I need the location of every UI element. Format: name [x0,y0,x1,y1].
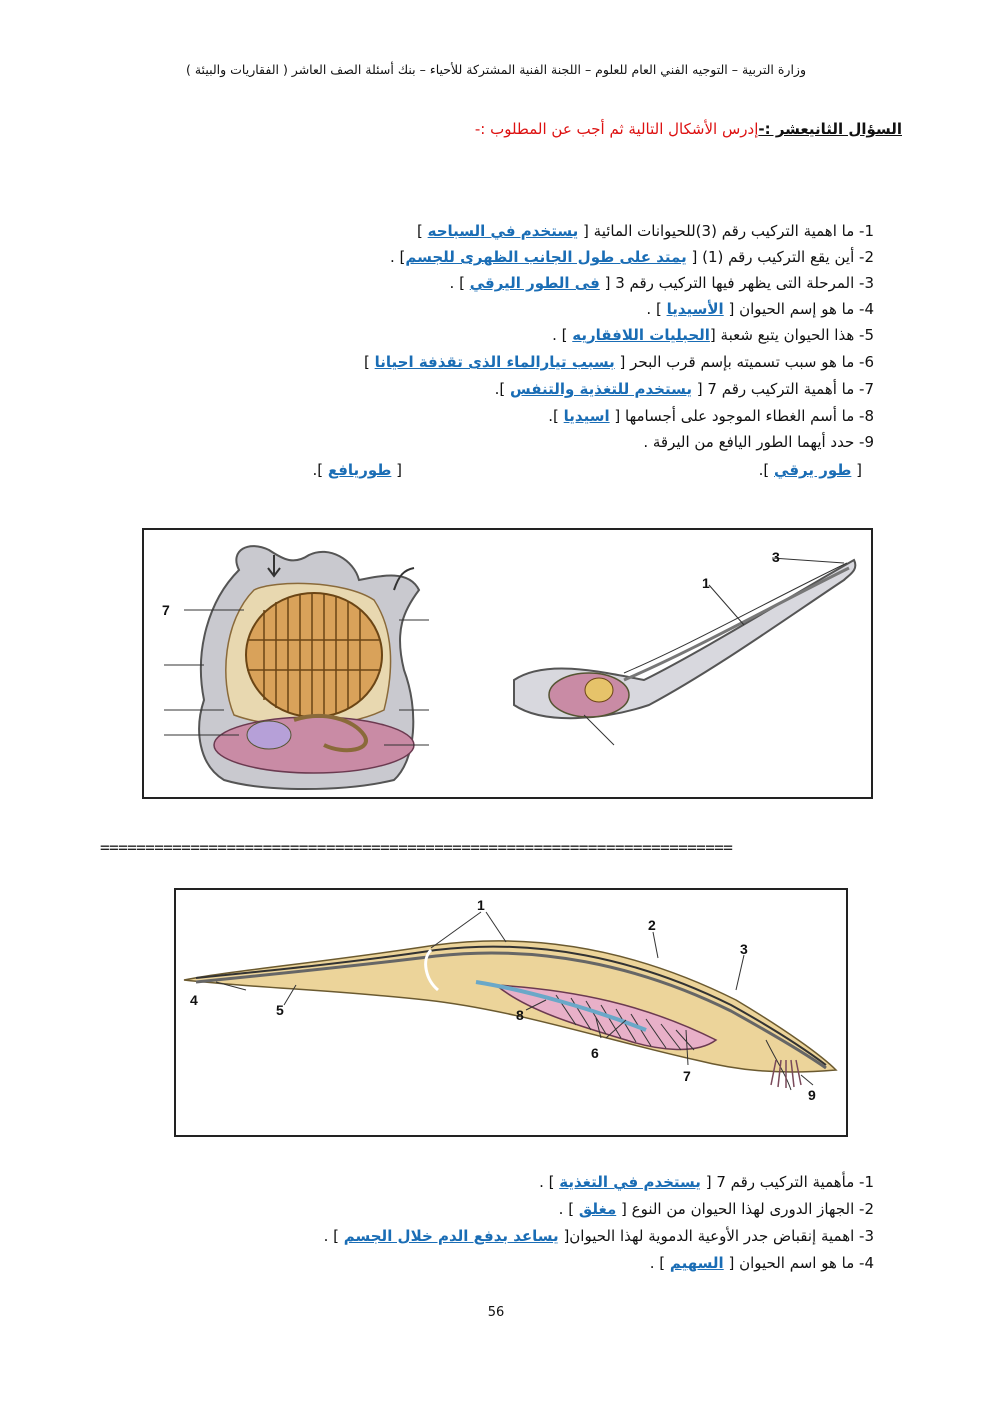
s2-q1-text: 1- مأهمية التركيب رقم 7 [ [700,1173,874,1191]
s1-q2-close: ] . [389,248,406,266]
s1-q4-close: ] . [646,300,667,318]
s2-q3-close: ] . [323,1227,344,1245]
s2-q1-answer: يستخدم في التغذية [559,1173,701,1191]
s2-q4-answer: السهيم [669,1254,724,1272]
s1-q9b-close: ]. [312,461,328,479]
s1-q9-text: 9- حدد أيهما الطور اليافع من اليرقة . [643,433,874,451]
s2-q2 [559,1197,874,1221]
s2-q4 [650,1251,874,1275]
s2-q3-answer: يساعد بدفع الدم خلال الجسم [343,1227,559,1245]
larva-notochord [624,568,849,680]
amphioxus-label-4: 4 [190,992,198,1008]
s1-q2 [390,245,874,269]
s2-q2-close: ] . [558,1200,579,1218]
s1-q7 [495,377,874,401]
larva-label-3: 3 [772,549,780,565]
s1-q7-close: ]. [494,380,510,398]
s1-q7-text: 7- ما أهمية التركيب رقم 7 [ [692,380,874,398]
s2-q2-answer: مغلق [578,1200,617,1218]
amphioxus-label-3: 3 [740,941,748,957]
s1-q9-option-a [759,458,862,482]
amphioxus-label-1: 1 [477,897,485,913]
s1-q2-answer: يمتد على طول الجانب الظهرى للجسم [405,248,687,266]
s1-q9b-open: [ [391,461,402,479]
s1-q1-close: ] [417,222,428,240]
larva-nerve-cord [624,563,847,673]
amphioxus-label-8: 8 [516,1007,524,1023]
s2-q1-close: ] . [539,1173,560,1191]
separator-line: ====================================================================== [100,838,733,857]
s1-q2-text: 2- أين يقع التركيب رقم (1) [ [686,248,874,266]
s1-q9a-answer: طور يرقي [774,461,852,479]
s1-q1-answer: يستخدم في السباحه [427,222,579,240]
question-title [475,120,902,138]
stomach-shape [247,721,291,749]
s1-q5-close: ] . [552,326,573,344]
s2-q4-close: ] . [649,1254,670,1272]
amphioxus-label-9: 9 [808,1087,816,1103]
adult-label-7: 7 [162,602,170,618]
s1-q6 [364,350,874,374]
page-header: وزارة التربية – التوجيه الفني العام للعلوم – اللجنة الفنية المشتركة للأحياء – بنك أسئلة الصف العاشر ( الفقاريات والبيئة ) [186,62,806,77]
s1-q3 [450,271,874,295]
s1-q9b-answer: طوريافع [327,461,392,479]
figure-amphioxus [174,888,848,1137]
s1-q4-answer: الأسيديا [666,300,724,318]
s1-q9 [643,430,874,454]
larva-organ [585,678,613,702]
amphioxus-label-2: 2 [648,917,656,933]
amphioxus-illustration [176,890,846,1135]
pharyngeal-basket [246,593,382,717]
s2-q3-text: 3- اهمية إنقباض جدر الأوعية الدموية لهذا الحيوان[ [558,1227,874,1245]
s1-q8-close: ]. [548,407,564,425]
s1-q8-answer: اسيديا [563,407,610,425]
s1-q4 [646,297,874,321]
s1-q3-close: ] . [449,274,470,292]
s1-q6-close: ] [364,353,375,371]
larva-label-1: 1 [702,575,710,591]
s1-q4-text: 4- ما هو إسم الحيوان [ [723,300,874,318]
s1-q1-text: 1- ما اهمية التركيب رقم (3)للحيوانات المائية [ [578,222,874,240]
s1-q9a-open: [ [851,461,862,479]
s2-q4-text: 4- ما هو اسم الحيوان [ [723,1254,874,1272]
s1-q9a-close: ]. [758,461,775,479]
s1-q8 [548,404,874,428]
s1-q5-answer: الحبليات اللافقاريه [572,326,710,344]
figure-ascidia [142,528,873,799]
question-lead: السؤال الثانيعشر :- [758,120,902,138]
s1-q5-text: 5- هذا الحيوان يتبع شعبة [ [709,326,874,344]
amphioxus-label-6: 6 [591,1045,599,1061]
s1-q6-text: 6- ما هو سبب تسميته بإسم قرب البحر [ [614,353,874,371]
oral-tentacles [771,1060,801,1088]
question-instruction: إدرس الأشكال التالية ثم أجب عن المطلوب :- [474,120,759,138]
s1-q5 [552,323,874,347]
s2-q3 [324,1224,874,1248]
s2-q2-text: 2- الجهاز الدورى لهذا الحيوان من النوع [ [616,1200,874,1218]
amphioxus-label-7: 7 [683,1068,691,1084]
s2-q1 [539,1170,874,1194]
s1-q8-text: 8- ما أسم الغطاء الموجود على أجسامها [ [609,407,874,425]
s1-q3-answer: فى الطور اليرقي [469,274,600,292]
s1-q9-option-b [312,458,402,482]
s1-q3-text: 3- المرحلة التى يظهر فيها التركيب رقم 3 [ [599,274,874,292]
amphioxus-label-5: 5 [276,1002,284,1018]
s1-q6-answer: بسبب تيارالماء الذى تقذفة احيانا [374,353,615,371]
s1-q7-answer: يستخدم للتغذية والتنفس [509,380,692,398]
ascidia-illustration [144,530,871,797]
page-number: 56 [487,1305,505,1320]
s1-q1 [417,219,874,243]
